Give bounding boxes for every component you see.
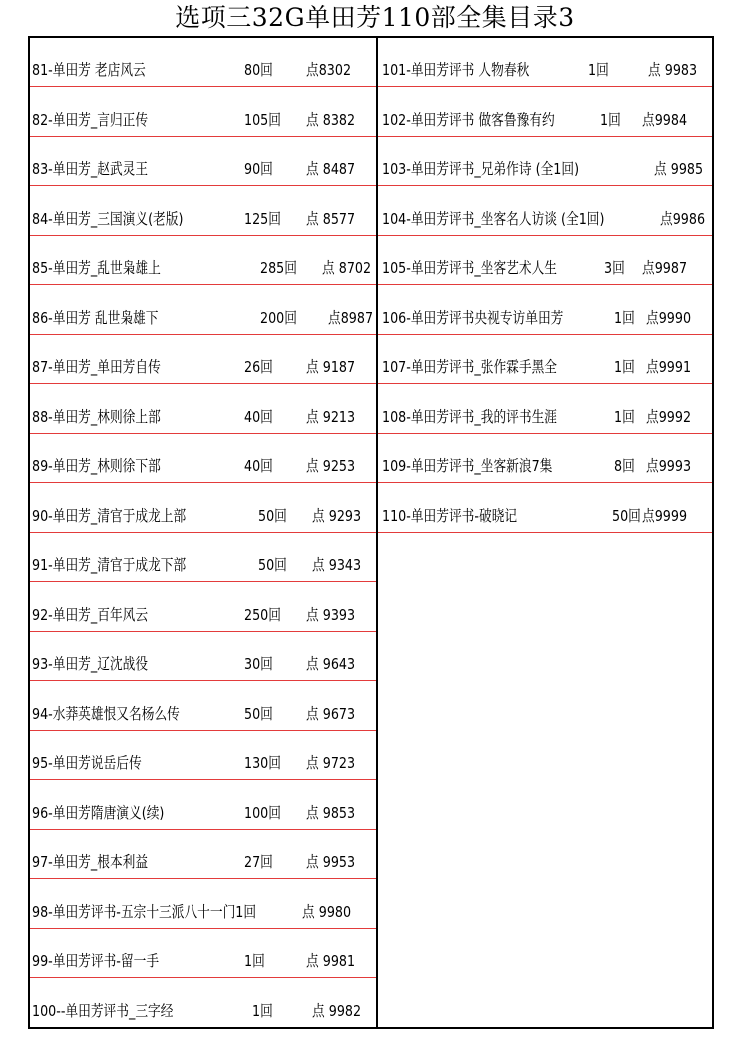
left-row bbox=[30, 781, 376, 830]
left-row bbox=[30, 88, 376, 137]
right-row bbox=[378, 236, 712, 285]
episode-count: 1回 bbox=[252, 1001, 273, 1020]
right-row bbox=[378, 484, 712, 533]
program-title: 101-单田芳评书 人物春秋 bbox=[382, 61, 530, 79]
item-code: 点 9253 bbox=[306, 457, 356, 475]
program-title: 85-单田芳_乱世枭雄上 bbox=[32, 259, 161, 277]
item-code: 点9993 bbox=[646, 457, 692, 475]
left-row bbox=[30, 286, 376, 335]
item-code: 点 9980 bbox=[302, 902, 352, 921]
left-row bbox=[30, 979, 376, 1028]
left-row bbox=[30, 830, 376, 879]
program-title: 108-单田芳评书_我的评书生涯 bbox=[382, 407, 558, 426]
episode-count: 3回 bbox=[604, 259, 625, 277]
item-code: 点 9293 bbox=[312, 506, 362, 525]
program-title: 109-单田芳评书_坐客新浪7集 bbox=[382, 457, 553, 475]
episode-count: 1回 bbox=[614, 358, 635, 376]
right-row bbox=[378, 137, 712, 186]
program-title: 98-单田芳评书-五宗十三派八十一门1回 bbox=[32, 902, 257, 921]
left-row bbox=[30, 335, 376, 384]
item-code: 点9987 bbox=[642, 259, 688, 277]
right-row bbox=[378, 88, 712, 137]
program-title: 89-单田芳_林则徐下部 bbox=[32, 457, 161, 475]
episode-count: 40回 bbox=[244, 457, 273, 475]
item-code: 点 8702 bbox=[322, 259, 372, 277]
program-title: 93-单田芳_辽沈战役 bbox=[32, 655, 149, 673]
program-title: 96-单田芳隋唐演义(续) bbox=[32, 803, 165, 822]
left-row bbox=[30, 583, 376, 632]
item-code: 点 9213 bbox=[306, 407, 356, 426]
left-row bbox=[30, 731, 376, 780]
left-row bbox=[30, 137, 376, 186]
episode-count: 50回 bbox=[244, 704, 273, 723]
episode-count: 50回 bbox=[258, 556, 287, 574]
right-row bbox=[378, 38, 712, 87]
item-code: 点9991 bbox=[646, 358, 692, 376]
program-title: 81-单田芳 老店风云 bbox=[32, 61, 146, 79]
item-code: 点 9983 bbox=[648, 61, 698, 79]
program-title: 86-单田芳 乱世枭雄下 bbox=[32, 308, 159, 327]
episode-count: 200回 bbox=[260, 308, 297, 327]
left-row bbox=[30, 533, 376, 582]
episode-count: 100回 bbox=[244, 803, 281, 822]
episode-count: 8回 bbox=[614, 457, 635, 475]
left-row bbox=[30, 187, 376, 236]
episode-count: 90回 bbox=[244, 160, 273, 178]
item-code: 点9999 bbox=[642, 506, 688, 525]
left-row bbox=[30, 929, 376, 978]
program-title: 100--单田芳评书_三字经 bbox=[32, 1001, 174, 1020]
left-row bbox=[30, 434, 376, 483]
program-title: 87-单田芳_单田芳自传 bbox=[32, 358, 161, 376]
right-row bbox=[378, 434, 712, 483]
right-column bbox=[378, 38, 712, 1027]
page-title: 选项三32G单田芳110部全集目录3 bbox=[175, 3, 575, 32]
item-code: 点 9853 bbox=[306, 803, 356, 822]
item-code: 点9990 bbox=[646, 308, 692, 327]
item-code: 点9992 bbox=[646, 407, 692, 426]
item-code: 点 9343 bbox=[312, 556, 362, 574]
program-title: 94-水莽英雄恨又名杨么传 bbox=[32, 704, 180, 723]
item-code: 点9984 bbox=[642, 110, 688, 129]
item-code: 点8987 bbox=[328, 308, 374, 327]
item-code: 点 9953 bbox=[306, 853, 356, 871]
item-code: 点8302 bbox=[306, 61, 352, 79]
item-code: 点 9393 bbox=[306, 605, 356, 624]
item-code: 点 8577 bbox=[306, 209, 356, 228]
right-row bbox=[378, 187, 712, 236]
item-code: 点 9643 bbox=[306, 655, 356, 673]
episode-count: 40回 bbox=[244, 407, 273, 426]
item-code: 点 9723 bbox=[306, 754, 356, 772]
program-title: 95-单田芳说岳后传 bbox=[32, 754, 142, 772]
left-row bbox=[30, 632, 376, 681]
catalog-table bbox=[28, 36, 714, 1029]
item-code: 点 8382 bbox=[306, 110, 356, 129]
episode-count: 80回 bbox=[244, 61, 273, 79]
episode-count: 1回 bbox=[244, 952, 265, 970]
left-row bbox=[30, 385, 376, 434]
program-title: 102-单田芳评书 做客鲁豫有约 bbox=[382, 110, 555, 129]
program-title: 83-单田芳_赵武灵王 bbox=[32, 160, 149, 178]
program-title: 110-单田芳评书-破晓记 bbox=[382, 506, 518, 525]
episode-count: 1回 bbox=[614, 407, 635, 426]
program-title: 91-单田芳_清官于成龙下部 bbox=[32, 556, 187, 574]
episode-count: 105回 bbox=[244, 110, 281, 129]
left-row bbox=[30, 880, 376, 929]
right-row bbox=[378, 385, 712, 434]
item-code: 点9986 bbox=[660, 209, 706, 228]
item-code: 点 9673 bbox=[306, 704, 356, 723]
episode-count: 285回 bbox=[260, 259, 297, 277]
item-code: 点 8487 bbox=[306, 160, 356, 178]
program-title: 103-单田芳评书_兄弟作诗 (全1回) bbox=[382, 160, 580, 178]
episode-count: 1回 bbox=[600, 110, 621, 129]
right-row bbox=[378, 335, 712, 384]
left-row bbox=[30, 236, 376, 285]
item-code: 点 9982 bbox=[312, 1001, 362, 1020]
episode-count: 1回 bbox=[614, 308, 635, 327]
episode-count: 1回 bbox=[588, 61, 609, 79]
episode-count: 50回 bbox=[612, 506, 641, 525]
episode-count: 130回 bbox=[244, 754, 281, 772]
episode-count: 250回 bbox=[244, 605, 281, 624]
program-title: 97-单田芳_根本利益 bbox=[32, 853, 149, 871]
program-title: 88-单田芳_林则徐上部 bbox=[32, 407, 161, 426]
episode-count: 26回 bbox=[244, 358, 273, 376]
program-title: 104-单田芳评书_坐客名人访谈 (全1回) bbox=[382, 209, 605, 228]
program-title: 92-单田芳_百年风云 bbox=[32, 605, 149, 624]
program-title: 106-单田芳评书央视专访单田芳 bbox=[382, 308, 564, 327]
item-code: 点 9981 bbox=[306, 952, 356, 970]
item-code: 点 9187 bbox=[306, 358, 356, 376]
program-title: 84-单田芳_三国演义(老版) bbox=[32, 209, 184, 228]
episode-count: 27回 bbox=[244, 853, 273, 871]
program-title: 90-单田芳_清官于成龙上部 bbox=[32, 506, 187, 525]
item-code: 点 9985 bbox=[654, 160, 704, 178]
left-row bbox=[30, 484, 376, 533]
episode-count: 50回 bbox=[258, 506, 287, 525]
episode-count: 30回 bbox=[244, 655, 273, 673]
program-title: 99-单田芳评书-留一手 bbox=[32, 952, 160, 970]
program-title: 82-单田芳_言归正传 bbox=[32, 110, 149, 129]
episode-count: 125回 bbox=[244, 209, 281, 228]
left-row bbox=[30, 38, 376, 87]
right-row bbox=[378, 286, 712, 335]
program-title: 105-单田芳评书_坐客艺术人生 bbox=[382, 259, 558, 277]
left-row bbox=[30, 682, 376, 731]
program-title: 107-单田芳评书_张作霖手黑全 bbox=[382, 358, 558, 376]
left-column bbox=[30, 38, 378, 1027]
